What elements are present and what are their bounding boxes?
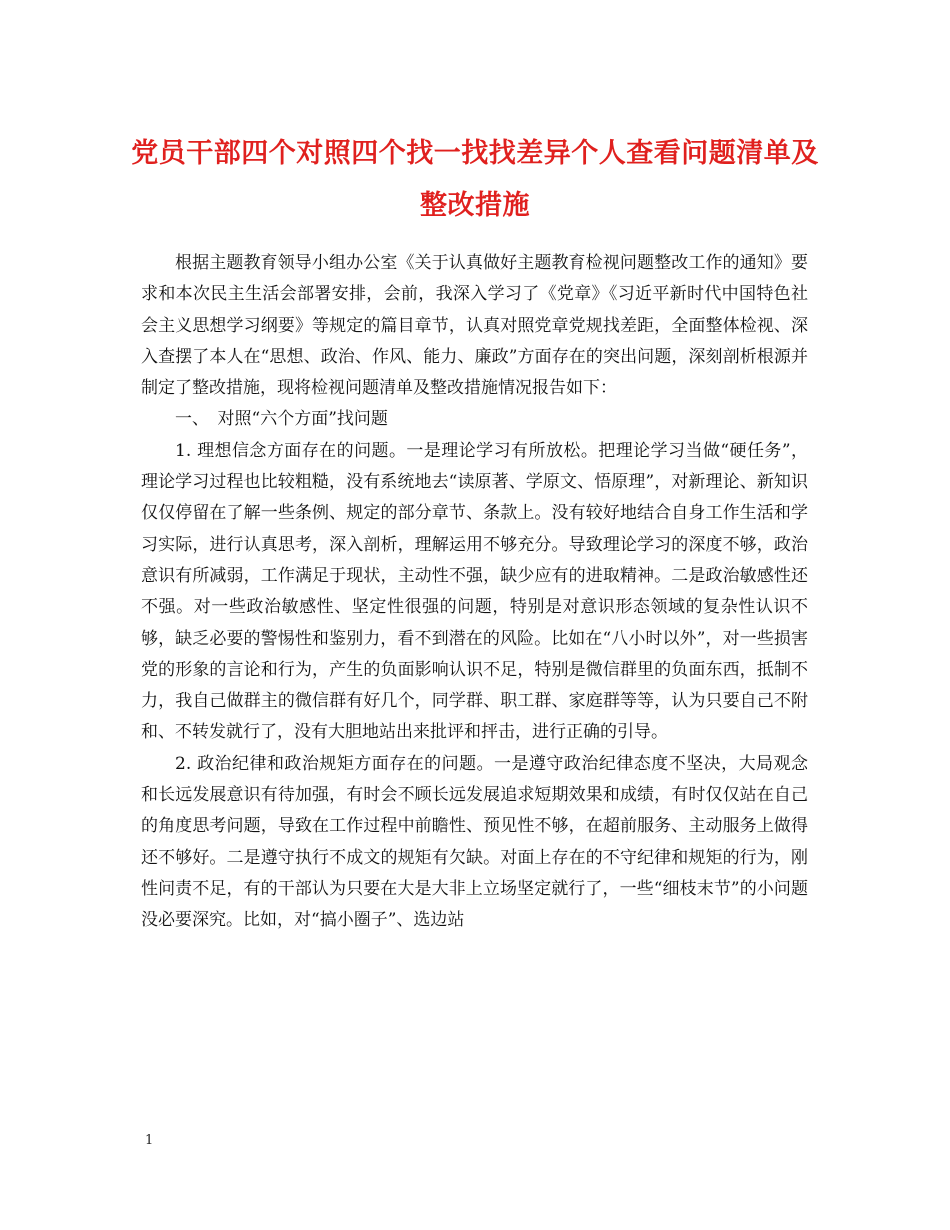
paragraph-ideals-beliefs: 1. 理想信念方面存在的问题。一是理论学习有所放松。把理论学习当做“硬任务”，理论学习过程也比较粗糙，没有系统地去“读原著、学原文、悟原理”，对新理论、新知识仅仅停留在了解一些条例、规定的部分章节、条款上。没有较好地结合自身工作生活和学习实际，进行认真思考，深入剖析，理解运用不够充分。导致理论学习的深度不够，政治意识有所减弱，工作满足于现状，主动性不强，缺少应有的进取精神。二是政治敏感性还不强。对一些政治敏感性、坚定性很强的问题，特别是对意识形态领域的复杂性认识不够，缺乏必要的警惕性和鉴别力，看不到潜在的风险。比如在“八小时以外”，对一些损害党的形象的言论和行为，产生的负面影响认识不足，特别是微信群里的负面东西，抵制不力，我自己做群主的微信群有好几个，同学群、职工群、家庭群等等，认为只要自己不附和、不转发就行了，没有大胆地站出来批评和抨击，进行正确的引导。 [141,440,808,743]
document-body [141,248,808,937]
intro-paragraph: 根据主题教育领导小组办公室《关于认真做好主题教育检视问题整改工作的通知》要求和本次民主生活会部署安排，会前，我深入学习了《党章》《习近平新时代中国特色社会主义思想学习纲要》等规定的篇目章节，认真对照党章党规找差距，全面整体检视、深入查摆了本人在“思想、政治、作风、能力、廉政”方面存在的突出问题，深刻剖析根源并制定了整改措施，现将检视问题清单及整改措施情况报告如下： [141,253,808,399]
document-title: 党员干部四个对照四个找一找找差异个人查看问题清单及整改措施 [131,138,819,221]
page-number: 1 [145,1133,154,1148]
paragraph-political-discipline: 2. 政治纪律和政治规矩方面存在的问题。一是遵守政治纪律态度不坚决，大局观念和长远发展意识有待加强，有时会不顾长远发展追求短期效果和成绩，有时仅仅站在自己的角度思考问题，导致在工作过程中前瞻性、预见性不够，在超前服务、主动服务上做得还不够好。二是遵守执行不成文的规矩有欠缺。对面上存在的不守纪律和规矩的行为，刚性问责不足，有的干部认为只要在大是大非上立场坚定就行了，一些“细枝末节”的小问题没必要深究。比如，对“搞小圈子”、选边站 [141,753,808,931]
section-heading: 一、 对照“六个方面”找问题 [175,409,388,430]
